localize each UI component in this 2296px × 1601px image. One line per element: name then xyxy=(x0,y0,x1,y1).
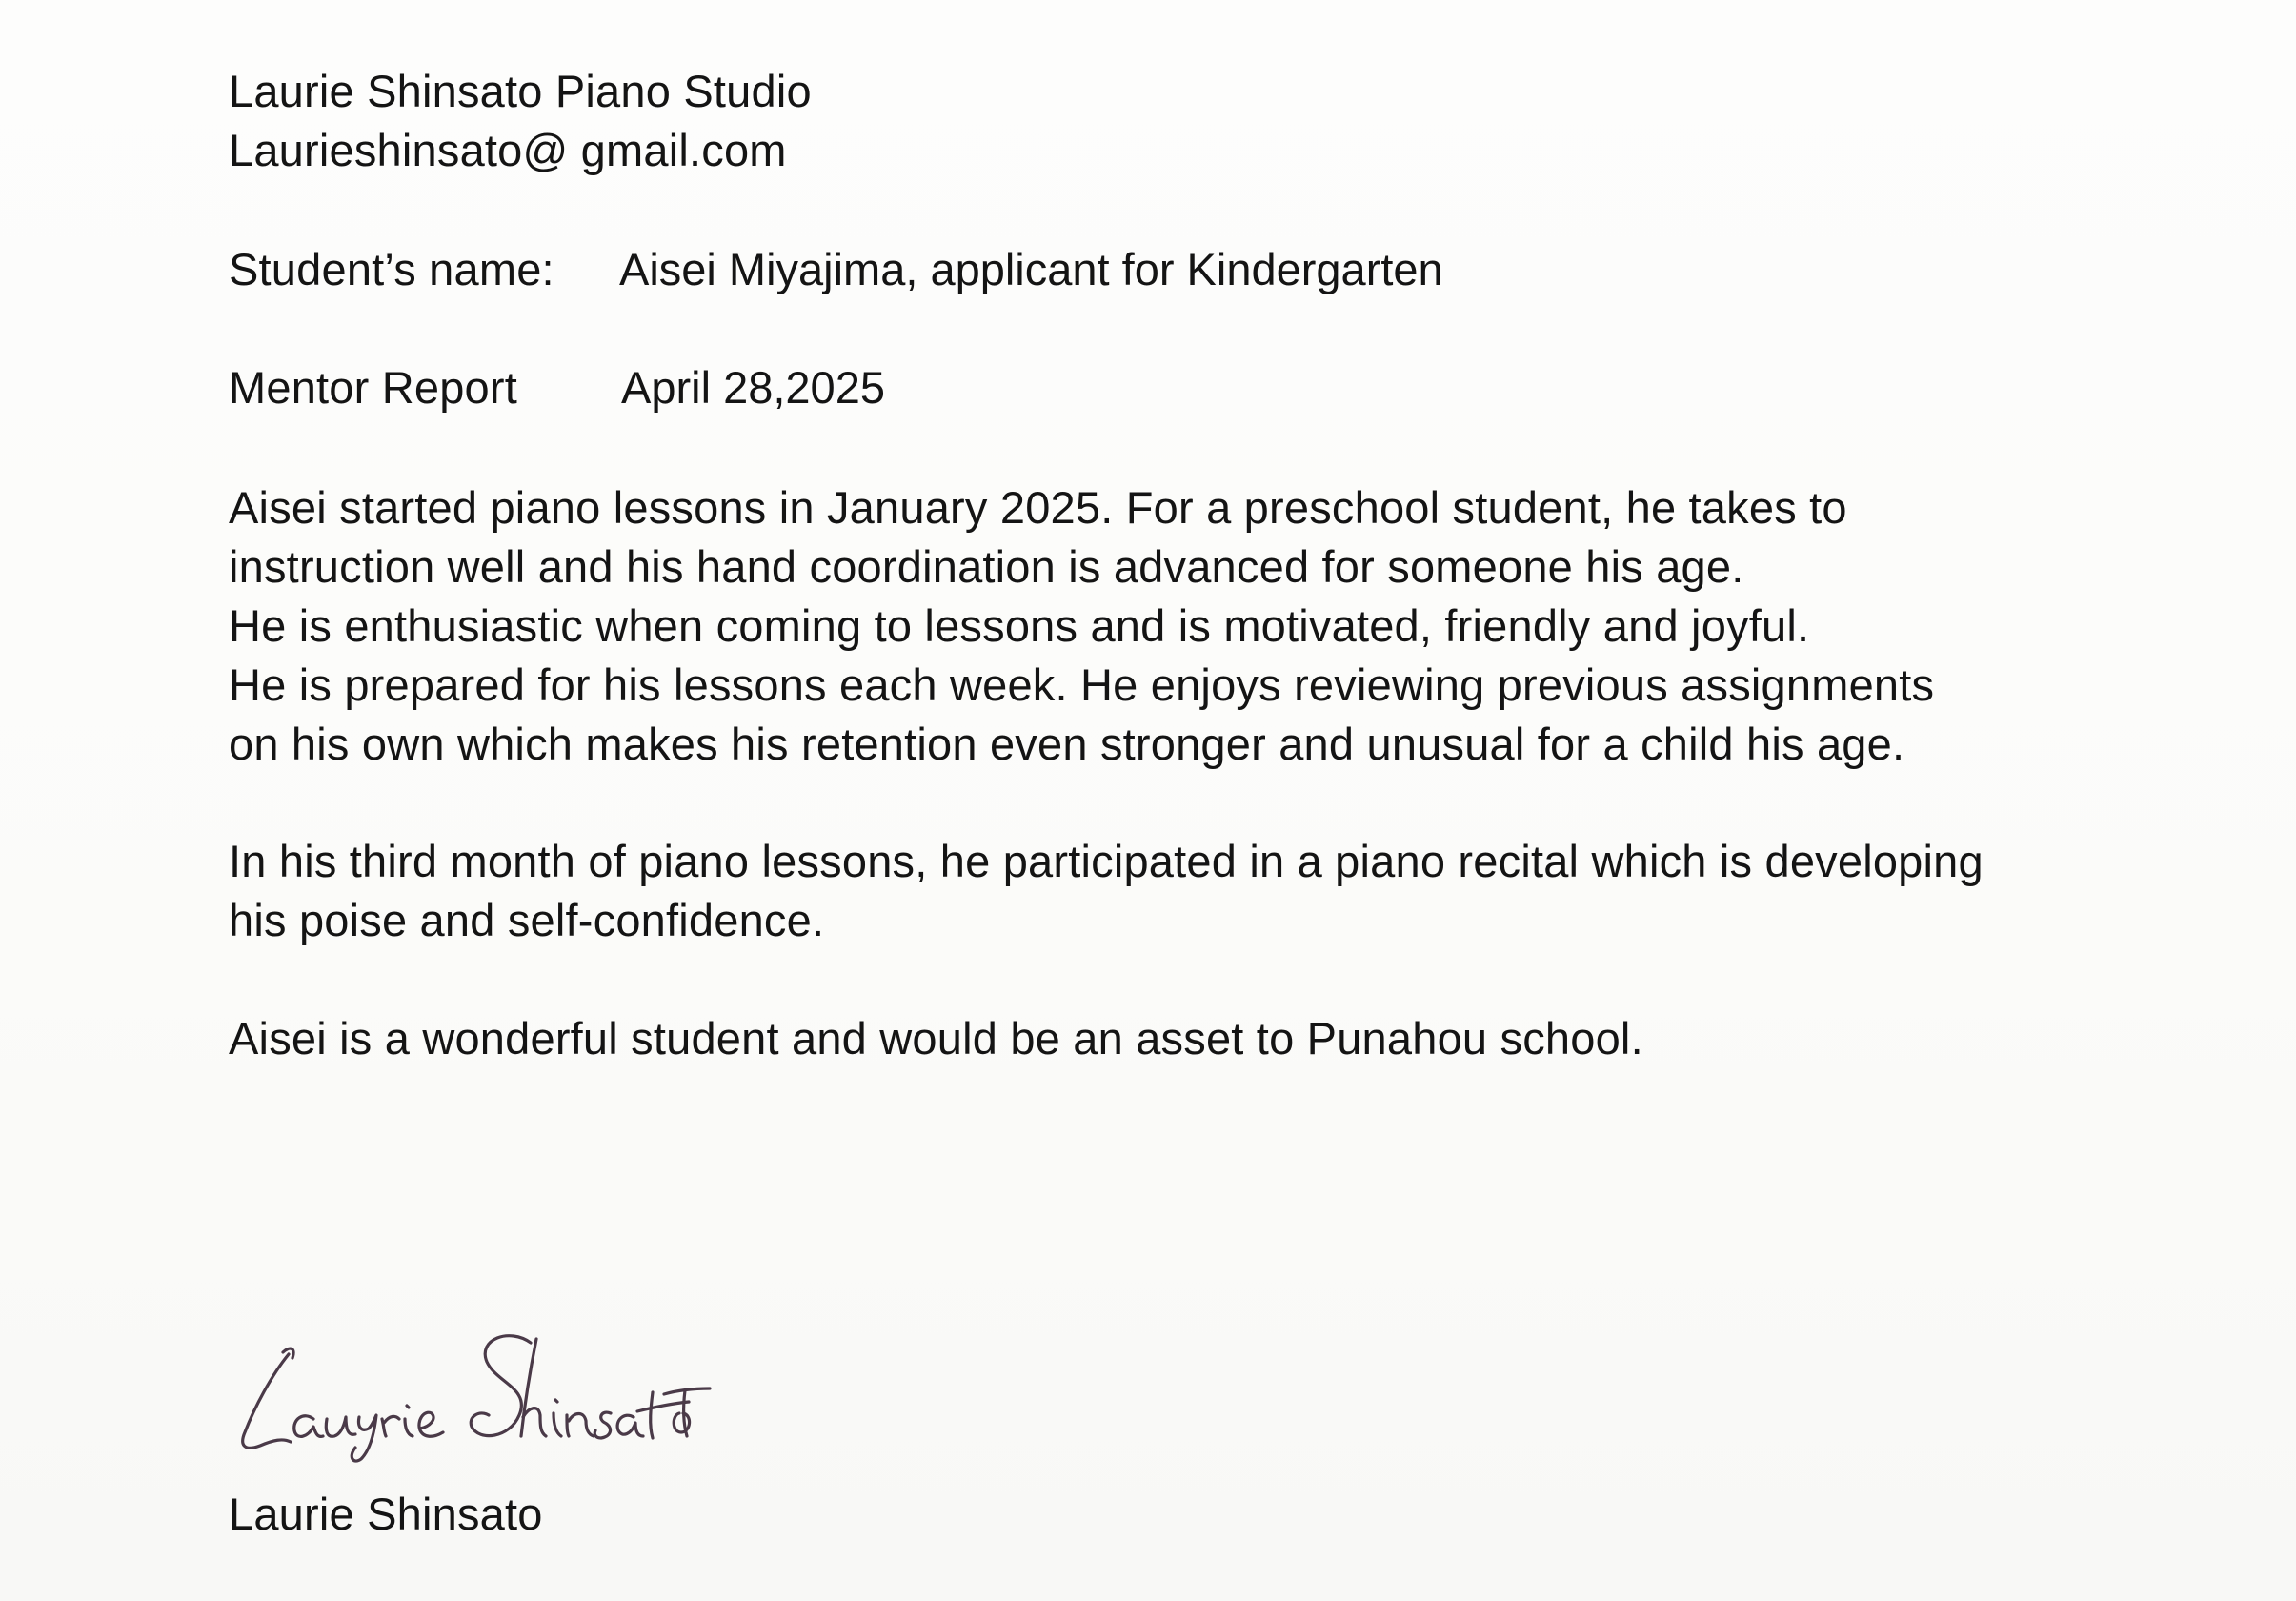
paragraph-1-line-4: He is prepared for his lessons each week. He enjoys reviewing previous assignments xyxy=(229,659,1935,710)
paragraph-2-line-2: his poise and self-confidence. xyxy=(229,895,825,945)
paragraph-1-line-2: instruction well and his hand coordination is advanced for someone his age. xyxy=(229,541,1744,592)
student-name-value: Aisei Miyajima, applicant for Kindergarten xyxy=(619,244,1443,294)
paragraph-1-line-3: He is enthusiastic when coming to lessons and is motivated, friendly and joyful. xyxy=(229,600,1810,651)
report-title: Mentor Report xyxy=(229,362,518,413)
studio-email: Laurieshinsato@ gmail.com xyxy=(229,125,787,175)
paragraph-1-line-1: Aisei started piano lessons in January 2025. For a preschool student, he takes to xyxy=(229,482,1847,533)
report-date: April 28,2025 xyxy=(621,362,885,413)
student-name-label: Student’s name: xyxy=(229,244,554,294)
studio-name: Laurie Shinsato Piano Studio xyxy=(229,66,812,116)
paragraph-2-line-1: In his third month of piano lessons, he participated in a piano recital which is developing xyxy=(229,836,1984,886)
printed-signature-name: Laurie Shinsato xyxy=(229,1489,543,1539)
handwritten-signature xyxy=(233,1320,767,1463)
paragraph-1-line-5: on his own which makes his retention even stronger and unusual for a child his age. xyxy=(229,719,1905,769)
paragraph-3-line-1: Aisei is a wonderful student and would be an asset to Punahou school. xyxy=(229,1013,1643,1064)
